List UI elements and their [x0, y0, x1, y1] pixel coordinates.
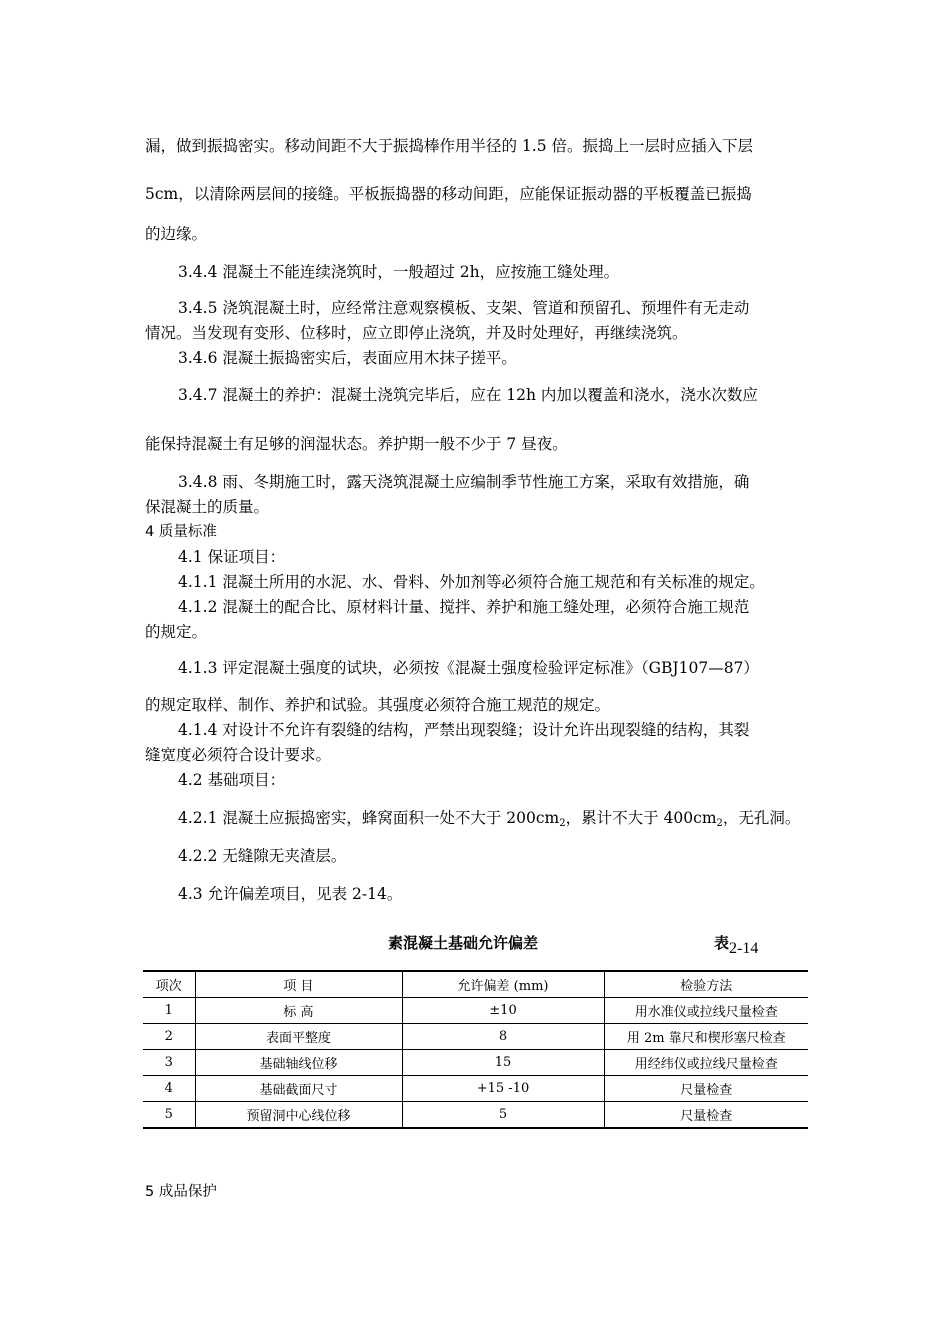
table-cell: 5 — [402, 1102, 604, 1129]
section-heading-5: 5 成品保护 — [145, 1184, 217, 1200]
table-row — [143, 998, 808, 1024]
table-cell: 预留洞中心线位移 — [195, 1102, 402, 1129]
table-cell: +15 -10 — [402, 1076, 604, 1102]
table-row — [143, 1024, 808, 1050]
text-line: 缝宽度必须符合设计要求。 — [145, 746, 332, 764]
table-cell: 4 — [143, 1076, 195, 1102]
text-line: 情况。当发现有变形、位移时，应立即停止浇筑，并及时处理好，再继续浇筑。 — [145, 324, 688, 342]
text-line: 漏，做到振捣密实。移动间距不大于振捣棒作用半径的 1.5 倍。振捣上一层时应插入下层 — [145, 137, 754, 155]
table-cell: 表面平整度 — [195, 1024, 402, 1050]
clause-3-4-4: 3.4.4 混凝土不能连续浇筑时，一般超过 2h，应按施工缝处理。 — [178, 263, 620, 281]
table-row — [143, 1050, 808, 1076]
clause-3-4-5: 3.4.5 浇筑混凝土时，应经常注意观察模板、支架、管道和预留孔、预埋件有无走动 — [178, 299, 750, 317]
clause-4-3: 4.3 允许偏差项目，见表 2-14。 — [178, 885, 403, 903]
text-line: 的规定。 — [145, 623, 208, 641]
clause-4-1-3: 4.1.3 评定混凝土强度的试块，必须按《混凝土强度检验评定标准》（GBJ107—87） — [178, 659, 759, 677]
table-cell: 标 高 — [195, 998, 402, 1024]
text-line: 5cm，以清除两层间的接缝。平板振捣器的移动间距，应能保证振动器的平板覆盖已振捣 — [145, 185, 752, 203]
deviation-table — [143, 970, 808, 1129]
table-cell: 尺量检查 — [604, 1076, 808, 1102]
text-line: 的边缘。 — [145, 225, 208, 243]
text-line: 保混凝土的质量。 — [145, 498, 270, 516]
table-caption: 素混凝土基础允许偏差 — [388, 934, 539, 952]
clause-3-4-7: 3.4.7 混凝土的养护：混凝土浇筑完毕后，应在 12h 内加以覆盖和浇水，浇水次数应 — [178, 386, 758, 404]
text-line: 能保持混凝土有足够的润湿状态。养护期一般不少于 7 昼夜。 — [145, 435, 568, 453]
header-cell: 项次 — [143, 971, 195, 998]
clause-4-1-1: 4.1.1 混凝土所用的水泥、水、骨料、外加剂等必须符合施工规范和有关标准的规定。 — [178, 573, 765, 591]
table-cell: 15 — [402, 1050, 604, 1076]
header-cell: 检验方法 — [604, 971, 808, 998]
table-cell: 2 — [143, 1024, 195, 1050]
table-cell: 1 — [143, 998, 195, 1024]
clause-4-2-1: 4.2.1 混凝土应振捣密实，蜂窝面积一处不大于 $200cm_2$，累计不大于 $400cm_2$，无孔洞。 — [178, 809, 801, 829]
table-cell: 8 — [402, 1024, 604, 1050]
table-header-row — [143, 971, 808, 998]
table-cell: 5 — [143, 1102, 195, 1129]
clause-4-2-2: 4.2.2 无缝隙无夹渣层。 — [178, 847, 347, 865]
clause-3-4-6: 3.4.6 混凝土振捣密实后，表面应用木抹子搓平。 — [178, 349, 517, 367]
table-row — [143, 1102, 808, 1129]
table-cell: 3 — [143, 1050, 195, 1076]
table-row — [143, 1076, 808, 1102]
table-number: 表2-14 — [714, 934, 759, 957]
table-cell: 基础轴线位移 — [195, 1050, 402, 1076]
table-cell: 用经纬仪或拉线尺量检查 — [604, 1050, 808, 1076]
header-cell: 项 目 — [195, 971, 402, 998]
header-cell: 允许偏差 (mm) — [402, 971, 604, 998]
section-heading-4: 4 质量标准 — [145, 524, 217, 540]
clause-3-4-8: 3.4.8 雨、冬期施工时，露天浇筑混凝土应编制季节性施工方案，采取有效措施，确 — [178, 473, 750, 491]
table-cell: 用 2m 靠尺和楔形塞尺检查 — [604, 1024, 808, 1050]
table-cell: ±10 — [402, 998, 604, 1024]
table-cell: 基础截面尺寸 — [195, 1076, 402, 1102]
clause-4-1: 4.1 保证项目： — [178, 548, 286, 566]
table-cell: 用水准仪或拉线尺量检查 — [604, 998, 808, 1024]
text-line: 的规定取样、制作、养护和试验。其强度必须符合施工规范的规定。 — [145, 696, 611, 714]
table-cell: 尺量检查 — [604, 1102, 808, 1129]
clause-4-2: 4.2 基础项目： — [178, 771, 286, 789]
clause-4-1-2: 4.1.2 混凝土的配合比、原材料计量、搅拌、养护和施工缝处理，必须符合施工规范 — [178, 598, 750, 616]
clause-4-1-4: 4.1.4 对设计不允许有裂缝的结构，严禁出现裂缝；设计允许出现裂缝的结构，其裂 — [178, 721, 750, 739]
